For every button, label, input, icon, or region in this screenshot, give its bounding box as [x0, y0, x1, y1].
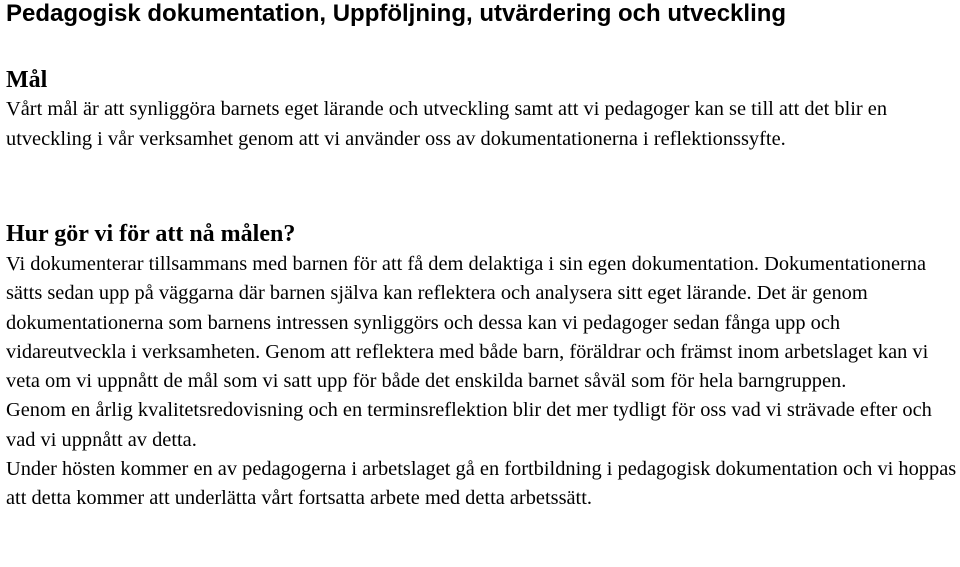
how-paragraph-training: Under hösten kommer en av pedagogerna i arbetslaget gå en fortbildning i pedagogisk dokumentation och vi hoppas att detta kommer att underlätta vårt fortsatta arbete med detta arbetssätt.	[6, 458, 957, 510]
goal-heading: Mål	[6, 67, 48, 93]
how-section-body	[6, 250, 958, 514]
how-paragraph-documentation: Vi dokumenterar tillsammans med barnen för att få dem delaktiga i sin egen dokumentation. Dokumentationerna sätts sedan upp på väggarna där barnen själva kan reflektera och analysera sitt eget lärande. Det är genom dokumentationerna som barnens intressen synliggörs och dessa kan vi pedagoger sedan fånga upp och vidareutveckla i verksamheten. Genom att reflektera med både barn, föräldrar och främst inom arbetslaget kan vi veta om vi uppnått de mål som vi satt upp för både det enskilda barnet såväl som för hela barngruppen.	[6, 253, 929, 393]
how-paragraph-quality-report: Genom en årlig kvalitetsredovisning och en terminsreflektion blir det mer tydligt för oss vad vi strävade efter och vad vi uppnått av detta.	[6, 399, 932, 451]
document-title: Pedagogisk dokumentation, Uppföljning, utvärdering och utveckling	[6, 0, 787, 27]
how-heading: Hur gör vi för att nå målen?	[6, 221, 296, 247]
goal-paragraph: Vårt mål är att synliggöra barnets eget lärande och utveckling samt att vi pedagoger kan se till att det blir en utveckling i vår verksamhet genom att vi använder oss av dokumentationerna i reflektionssyfte.	[6, 98, 888, 150]
